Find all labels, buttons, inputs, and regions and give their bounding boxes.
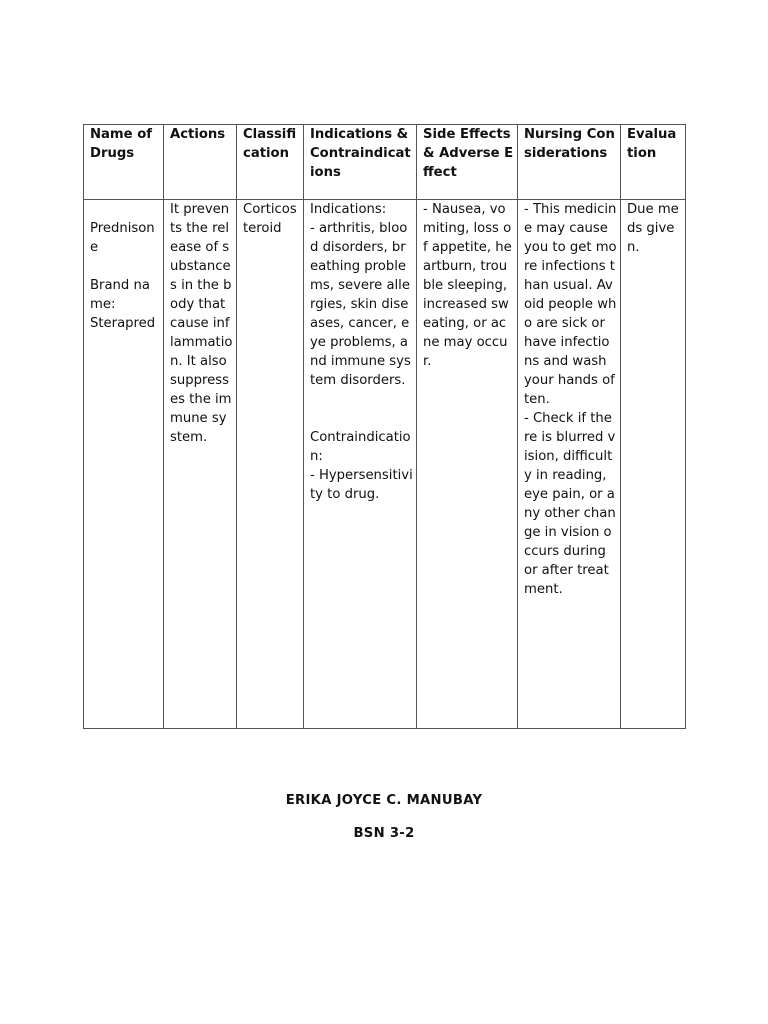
classification-text: Corticosteroid <box>243 202 297 236</box>
cell-indications <box>304 200 417 729</box>
actions-text: It prevents the release of substances in the body that cause inflammation. It also suppresses the immune system. <box>170 202 233 445</box>
evaluation-text: Due meds given. <box>627 202 679 255</box>
header-side-effects: Side Effects & Adverse Effect <box>417 125 518 200</box>
header-actions: Actions <box>164 125 237 200</box>
cell-classification <box>237 200 304 729</box>
header-name-of-drugs: Name of Drugs <box>84 125 164 200</box>
table-row <box>84 200 686 729</box>
header-classification: Classification <box>237 125 304 200</box>
drug-study-table <box>83 124 686 729</box>
header-indications: Indications & Contraindications <box>304 125 417 200</box>
header-nursing-considerations: Nursing Considerations <box>518 125 621 200</box>
brand-name: Sterapred <box>90 316 156 331</box>
indications-text: - arthritis, blood disorders, breathing problems, severe allergies, skin diseases, cancer, eye problems, and immune system disorders. <box>310 221 411 388</box>
cell-actions <box>164 200 237 729</box>
side-effects-text: - Nausea, vomiting, loss of appetite, heartburn, trouble sleeping, increased sweating, or acne may occur. <box>423 202 512 369</box>
cell-evaluation <box>621 200 686 729</box>
contraindication-label: Contraindication: <box>310 430 411 464</box>
brand-label: Brand name: <box>90 278 150 312</box>
author-name: ERIKA JOYCE C. MANUBAY <box>285 793 483 808</box>
table-header-row <box>84 125 686 200</box>
contraindication-text: - Hypersensitivity to drug. <box>310 468 413 502</box>
nursing-consideration-1: - This medicine may cause you to get more infections than usual. Avoid people who are sick or have infections and wash your hands often. <box>524 202 617 407</box>
cell-drug-name <box>84 200 164 729</box>
drug-generic-name: Prednisone <box>90 221 155 255</box>
author-section: BSN 3-2 <box>353 826 415 841</box>
indications-label: Indications: <box>310 202 387 217</box>
header-evaluation: Evaluation <box>621 125 686 200</box>
cell-nursing-considerations <box>518 200 621 729</box>
cell-side-effects <box>417 200 518 729</box>
nursing-consideration-2: - Check if there is blurred vision, difficulty in reading, eye pain, or any other change in vision occurs during or after treatment. <box>524 411 616 597</box>
